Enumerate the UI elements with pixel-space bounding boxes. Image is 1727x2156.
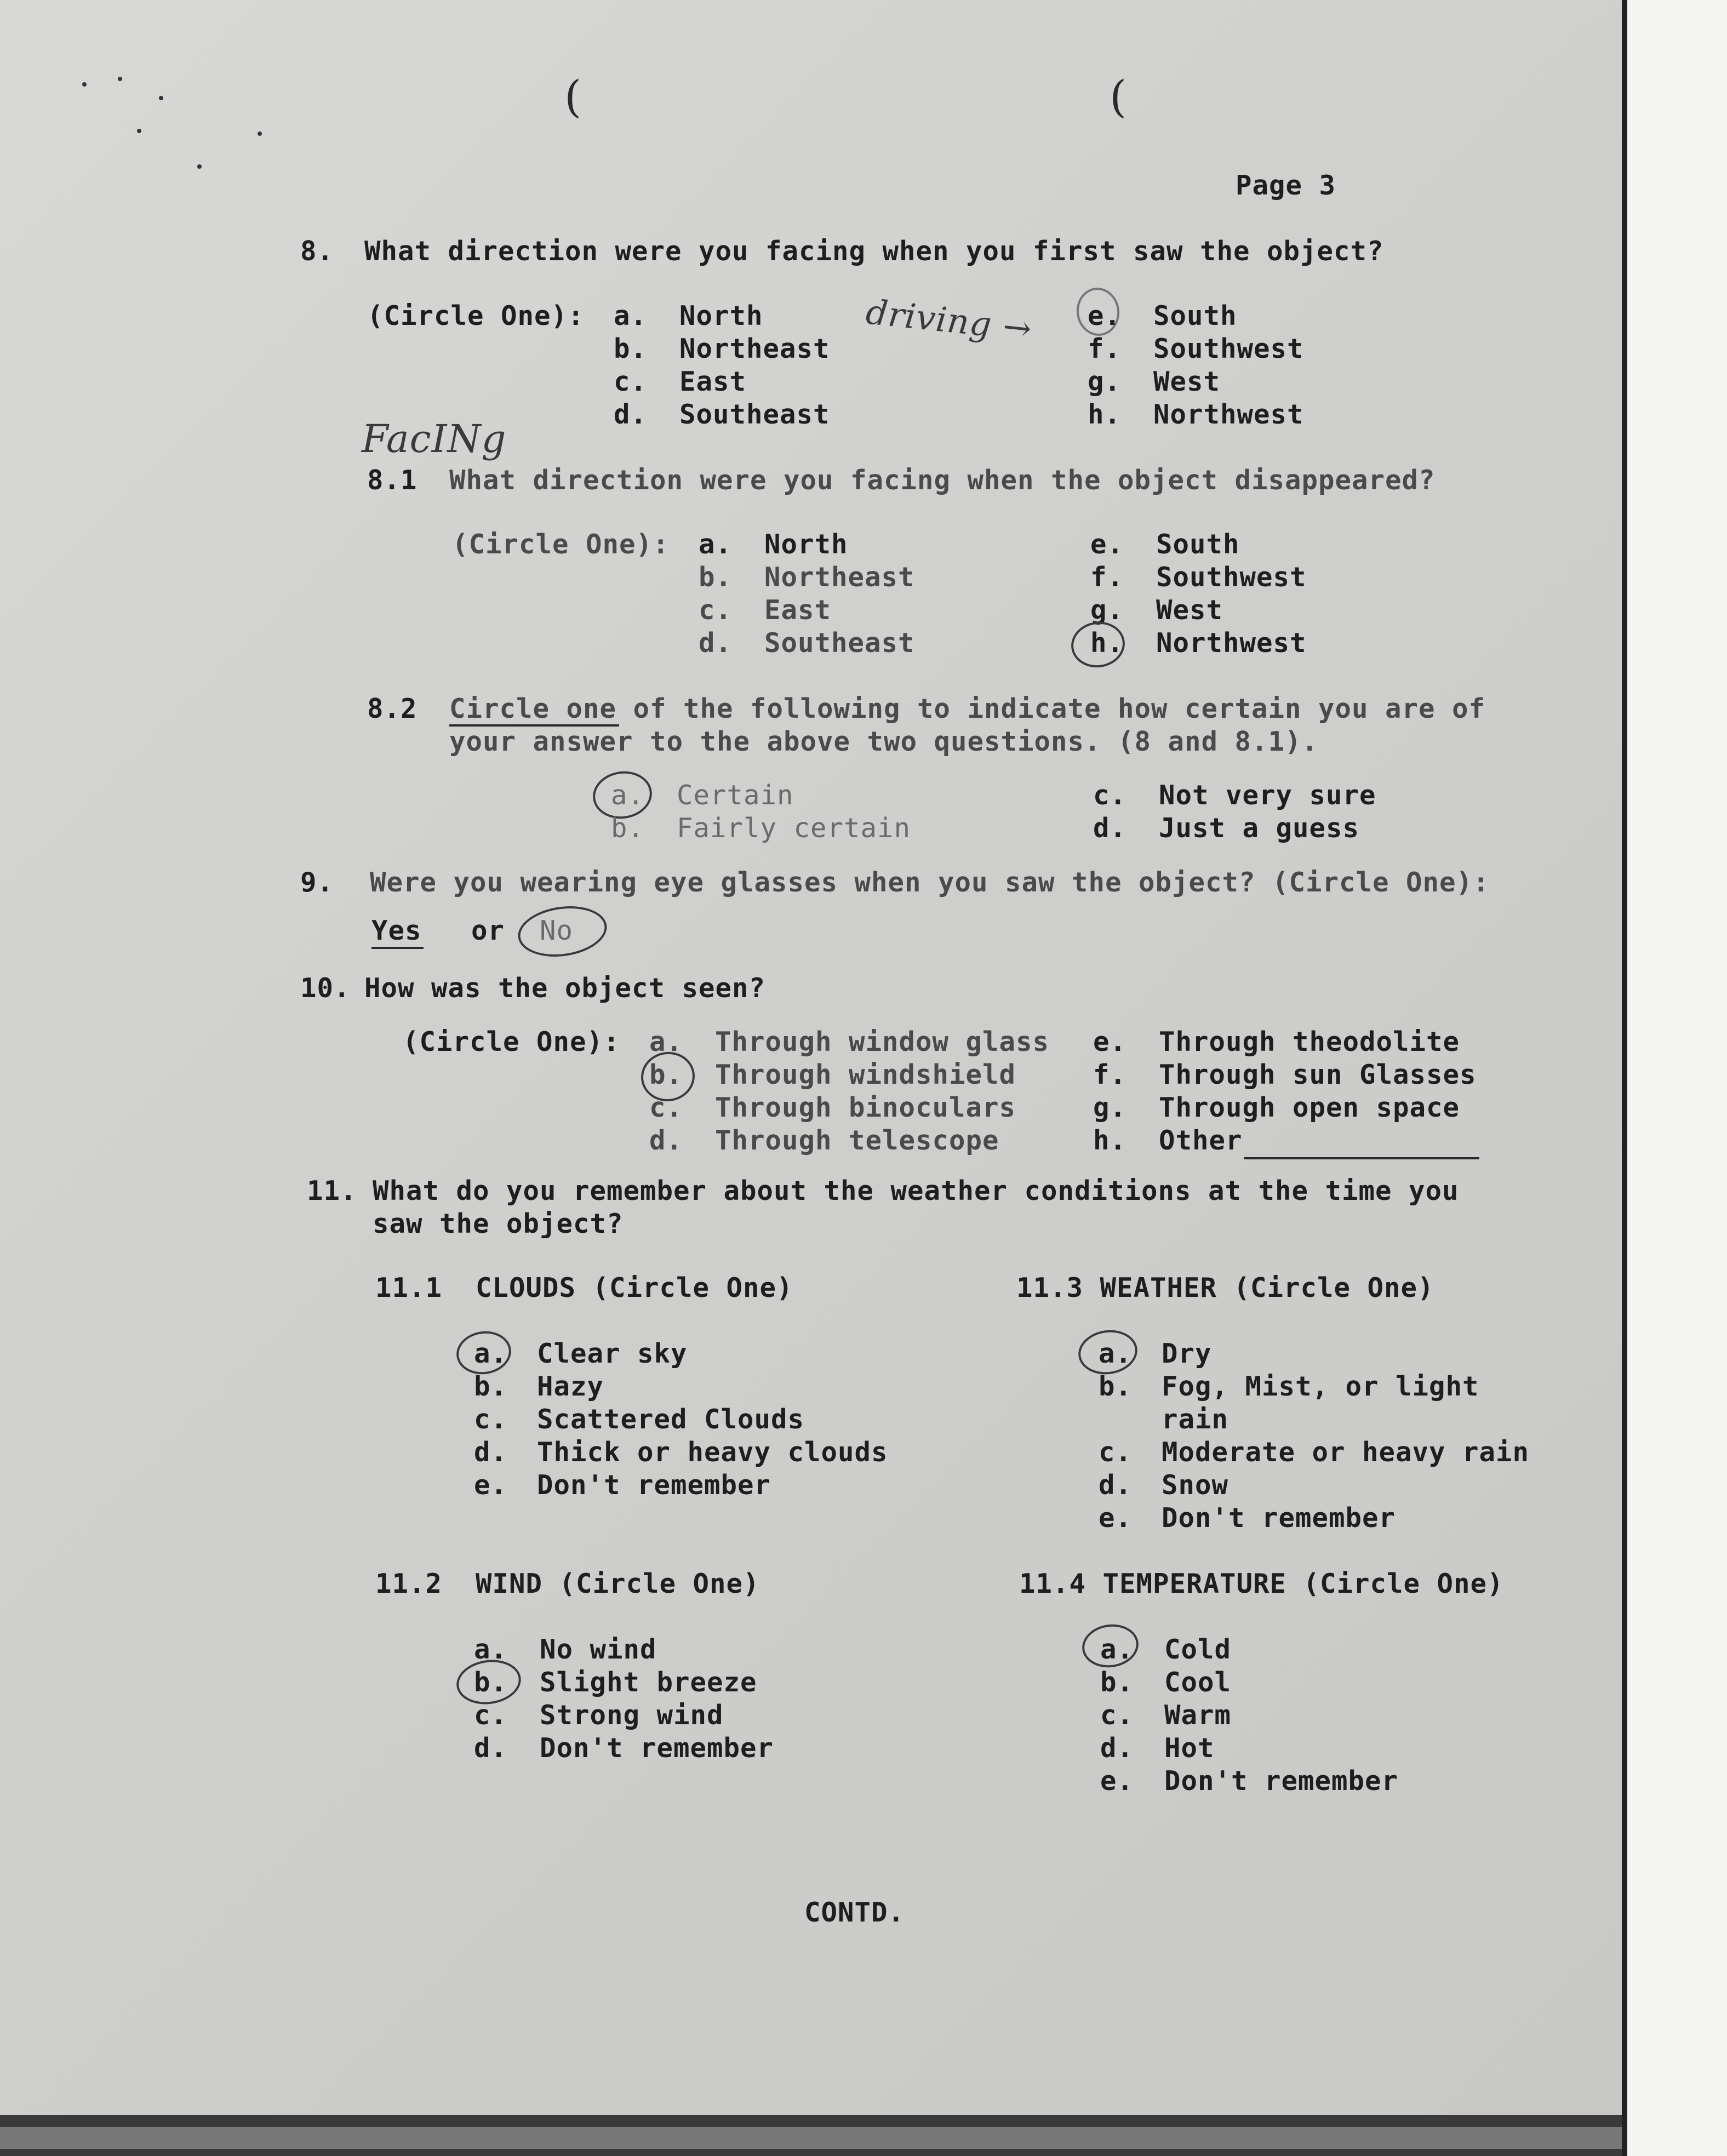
q8-1-opt-c-text: East [764,594,832,626]
q8-1-opt-g-letter: g. [1090,594,1124,626]
q8-opt-b-letter: b. [614,333,648,364]
q10-opt-c-letter: c. [649,1092,683,1123]
weather-opt-c-text: Moderate or heavy rain [1162,1437,1530,1468]
q8-1-opt-g-text: West [1156,594,1223,626]
q8-2-opt-d-letter: d. [1093,813,1127,844]
weather-opt-e-letter: e. [1099,1502,1133,1534]
q8-opt-c-text: East [679,366,747,397]
q10-opt-e-letter: e. [1093,1026,1127,1057]
q8-opt-b-text: Northeast [679,333,830,364]
temperature-opt-a-text: Cold [1164,1634,1232,1665]
temperature-opt-b-text: Cool [1164,1667,1232,1698]
q9-question: Were you wearing eye glasses when you saw the object? (Circle One): [370,867,1490,898]
clouds-opt-e-letter: e. [474,1469,508,1501]
q8-opt-d-text: Southeast [679,399,830,430]
scan-speck [159,96,163,100]
q8-opt-a-letter: a. [614,300,648,331]
weather-opt-b-text: Fog, Mist, or light [1162,1371,1479,1402]
scan-speck [197,164,202,169]
wind-opt-c-text: Strong wind [540,1700,724,1731]
wind-opt-b-letter: b. [474,1667,508,1698]
q10-opt-c-text: Through binoculars [715,1092,1016,1123]
q11-number: 11. [307,1175,357,1206]
q8-question: What direction were you facing when you first saw the object? [364,236,1384,267]
temperature-opt-d-letter: d. [1100,1732,1134,1764]
weather-opt-a-text: Dry [1162,1338,1212,1369]
q9-yes: Yes [371,915,422,946]
clouds-opt-a-letter: a. [474,1338,508,1369]
q10-opt-h-letter: h. [1093,1125,1127,1156]
scan-speck [82,82,87,87]
q8-2-opt-c-text: Not very sure [1159,780,1376,811]
q8-1-instruction: (Circle One): [452,529,670,560]
q8-number: 8. [300,236,334,267]
weather-heading: 11.3 WEATHER (Circle One) [1016,1272,1434,1303]
q8-1-opt-e-text: South [1156,529,1240,560]
q10-opt-h-text: Other [1159,1125,1243,1156]
q8-opt-g-text: West [1153,366,1221,397]
q9-number: 9. [300,867,334,898]
q8-opt-e-text: South [1153,300,1237,331]
q8-opt-d-letter: d. [614,399,648,430]
temperature-heading: 11.4 TEMPERATURE (Circle One) [1019,1568,1504,1599]
q8-1-handwritten-note: FacINg [362,416,507,461]
punch-mark-right: ( [1110,71,1127,122]
clouds-opt-b-text: Hazy [537,1371,604,1402]
q10-opt-g-letter: g. [1093,1092,1127,1123]
continued-label: CONTD. [804,1897,905,1928]
q9-no: No [540,915,574,946]
wind-opt-b-text: Slight breeze [540,1667,757,1698]
q10-opt-f-text: Through sun Glasses [1159,1059,1477,1090]
q8-1-opt-b-text: Northeast [764,562,915,593]
q10-opt-d-letter: d. [649,1125,683,1156]
q8-opt-h-text: Northwest [1153,399,1304,430]
clouds-opt-c-letter: c. [474,1404,508,1435]
q8-2-opt-c-letter: c. [1093,780,1127,811]
q8-1-opt-f-letter: f. [1090,562,1124,593]
q8-opt-h-letter: h. [1088,399,1122,430]
clouds-opt-a-text: Clear sky [537,1338,688,1369]
weather-opt-a-letter: a. [1099,1338,1133,1369]
temperature-opt-c-letter: c. [1100,1700,1134,1731]
q8-1-opt-c-letter: c. [699,594,733,626]
q10-opt-g-text: Through open space [1159,1092,1460,1123]
wind-heading: 11.2 WIND (Circle One) [375,1568,760,1599]
q9-yes-underline [371,947,424,949]
q10-opt-a-text: Through window glass [715,1026,1050,1057]
wind-opt-a-letter: a. [474,1634,508,1665]
q8-1-opt-a-text: North [764,529,848,560]
temperature-opt-e-text: Don't remember [1164,1765,1399,1797]
q8-1-opt-h-text: Northwest [1156,627,1307,659]
q11-line1: What do you remember about the weather conditions at the time you [373,1175,1459,1206]
wind-opt-d-letter: d. [474,1732,508,1764]
q8-opt-f-letter: f. [1088,333,1122,364]
clouds-heading: 11.1 CLOUDS (Circle One) [375,1272,793,1303]
q10-question: How was the object seen? [364,973,766,1004]
q8-2-opt-a-text: Certain [677,780,794,811]
q8-1-opt-f-text: Southwest [1156,562,1307,593]
temperature-opt-d-text: Hot [1164,1732,1215,1764]
wind-opt-d-text: Don't remember [540,1732,774,1764]
q8-1-opt-a-letter: a. [699,529,733,560]
weather-opt-e-text: Don't remember [1162,1502,1396,1534]
weather-opt-d-text: Snow [1162,1469,1229,1501]
q10-opt-d-text: Through telescope [715,1125,999,1156]
q8-2-line1: Circle one of the following to indicate how certain you are of [449,693,1486,724]
q8-1-opt-e-letter: e. [1090,529,1124,560]
q11-line2: saw the object? [373,1208,624,1239]
q8-1-opt-b-letter: b. [699,562,733,593]
scan-border-right [1622,0,1727,2156]
q8-opt-f-text: Southwest [1153,333,1304,364]
temperature-opt-b-letter: b. [1100,1667,1134,1698]
q8-1-question: What direction were you facing when the object disappeared? [449,465,1436,496]
q8-1-opt-d-letter: d. [699,627,733,659]
weather-opt-b-letter: b. [1099,1371,1133,1402]
weather-opt-d-letter: d. [1099,1469,1133,1501]
q10-opt-b-text: Through windshield [715,1059,1016,1090]
temperature-opt-a-letter: a. [1100,1634,1134,1665]
weather-opt-c-letter: c. [1099,1437,1133,1468]
scan-speck [118,77,122,81]
q10-opt-e-text: Through theodolite [1159,1026,1460,1057]
q8-2-opt-b-text: Fairly certain [677,813,911,844]
clouds-opt-b-letter: b. [474,1371,508,1402]
q8-2-opt-b-letter: b. [611,813,645,844]
q8-handwritten-note: driving → [864,291,1034,349]
q10-number: 10. [300,973,351,1004]
temperature-opt-c-text: Warm [1164,1700,1232,1731]
q8-opt-e-letter: e. [1088,300,1122,331]
clouds-opt-e-text: Don't remember [537,1469,771,1501]
q8-opt-g-letter: g. [1088,366,1122,397]
wind-opt-c-letter: c. [474,1700,508,1731]
q10-opt-f-letter: f. [1093,1059,1127,1090]
clouds-opt-c-text: Scattered Clouds [537,1404,805,1435]
q9-or: or [471,915,505,946]
q8-1-opt-h-letter: h. [1090,627,1124,659]
wind-opt-a-text: No wind [540,1634,657,1665]
q10-opt-a-letter: a. [649,1026,683,1057]
clouds-opt-d-letter: d. [474,1437,508,1468]
q8-2-opt-d-text: Just a guess [1159,813,1360,844]
punch-mark-left: ( [564,71,582,122]
page-number: Page 3 [1236,170,1336,201]
q8-2-number: 8.2 [367,693,418,724]
q8-opt-a-text: North [679,300,763,331]
q8-2-opt-a-letter: a. [611,780,645,811]
q10-opt-b-letter: b. [649,1059,683,1090]
q10-other-blank-line [1244,1157,1479,1159]
q8-1-opt-d-text: Southeast [764,627,915,659]
scan-border-bottom [0,2115,1622,2156]
q8-1-number: 8.1 [367,465,418,496]
q8-instruction: (Circle One): [367,300,585,331]
clouds-opt-d-text: Thick or heavy clouds [537,1437,888,1468]
scan-speck [258,131,262,136]
q8-2-line2: your answer to the above two questions. (8 and 8.1). [449,726,1319,757]
q10-instruction: (Circle One): [403,1026,620,1057]
q8-opt-c-letter: c. [614,366,648,397]
temperature-opt-e-letter: e. [1100,1765,1134,1797]
scan-speck [137,129,141,133]
weather-opt-b-cont: rain [1162,1404,1229,1435]
